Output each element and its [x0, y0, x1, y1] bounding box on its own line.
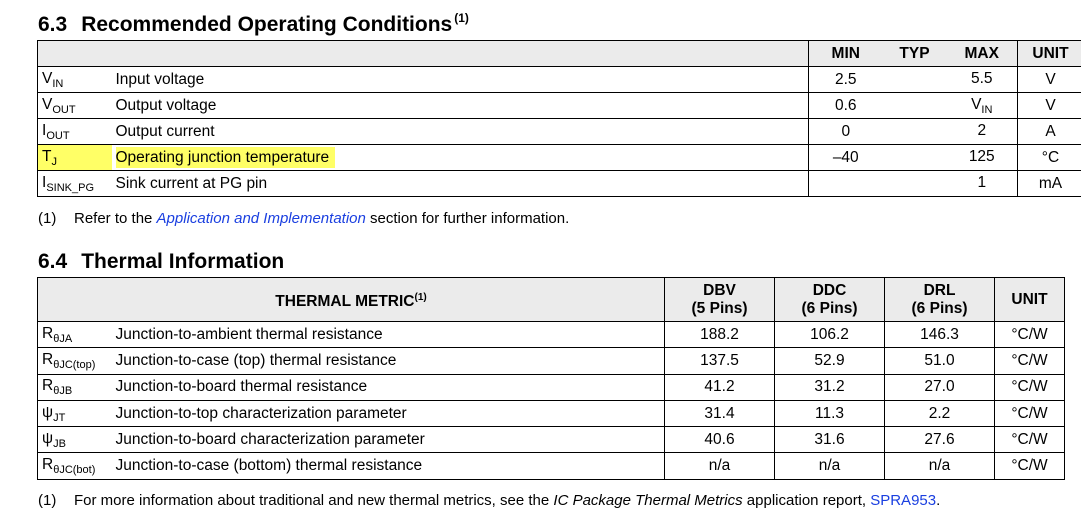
- footnote-number: (1): [38, 210, 57, 227]
- symbol-subscript: OUT: [46, 129, 70, 142]
- unit-cell: V: [1018, 93, 1081, 119]
- parameter-label: Output current: [115, 122, 215, 140]
- table-row: [38, 171, 1081, 197]
- header-dbv-pins: (5 Pins): [691, 299, 748, 317]
- header-dbv: [665, 278, 775, 322]
- header-dbv-name: DBV: [703, 281, 736, 299]
- unit-cell: A: [1018, 119, 1081, 145]
- min-cell: 0: [809, 119, 883, 145]
- symbol-subscript: θJC(top): [53, 358, 96, 371]
- drl-cell: n/a: [885, 453, 995, 479]
- symbol-cell: [38, 427, 112, 453]
- max-value: V: [971, 95, 982, 113]
- symbol-cell: [38, 400, 112, 426]
- symbol-cell: [38, 322, 112, 348]
- header-blank-cell: [38, 41, 809, 67]
- header-ddc-name: DDC: [812, 281, 847, 299]
- table-header-row: [38, 41, 1081, 67]
- section-number: 6.4: [38, 250, 68, 273]
- section-title-text: Thermal Information: [81, 250, 285, 273]
- table-row: [38, 67, 1081, 93]
- section-title-text: Recommended Operating Conditions: [81, 13, 453, 36]
- symbol-main: R: [42, 350, 54, 368]
- unit-cell: °C/W: [995, 348, 1065, 374]
- header-typ: TYP: [883, 41, 947, 67]
- footnote-text-middle: application report,: [742, 492, 871, 509]
- footnote-text: Refer to the: [74, 210, 157, 227]
- symbol-main: V: [42, 69, 53, 87]
- max-value: 125: [968, 147, 995, 165]
- symbol-cell: [38, 119, 112, 145]
- min-cell: [809, 171, 883, 197]
- parameter-cell: Junction-to-board thermal resistance: [112, 374, 665, 400]
- header-ddc-pins: (6 Pins): [801, 299, 858, 317]
- symbol-subscript: θJB: [53, 385, 73, 398]
- footnote-application: [38, 210, 569, 227]
- max-value: 5.5: [970, 69, 993, 87]
- max-cell: [947, 119, 1018, 145]
- min-cell: –40: [809, 145, 883, 171]
- header-max: MAX: [947, 41, 1018, 67]
- dbv-cell: 137.5: [665, 348, 775, 374]
- application-and-implementation-link[interactable]: Application and Implementation: [156, 210, 366, 227]
- unit-cell: °C: [1018, 145, 1081, 171]
- parameter-cell: Junction-to-case (top) thermal resistance: [112, 348, 665, 374]
- table-header-row: [38, 278, 1065, 322]
- header-drl-name: DRL: [923, 281, 956, 299]
- footnote-number: (1): [38, 492, 57, 509]
- max-cell: [947, 145, 1018, 171]
- min-cell: 0.6: [809, 93, 883, 119]
- symbol-subscript: J: [51, 155, 57, 168]
- ddc-cell: 11.3: [775, 400, 885, 426]
- unit-cell: °C/W: [995, 453, 1065, 479]
- unit-cell: °C/W: [995, 322, 1065, 348]
- table-row: [38, 374, 1065, 400]
- header-min: MIN: [809, 41, 883, 67]
- ic-package-thermal-metrics-title: IC Package Thermal Metrics: [553, 492, 743, 509]
- symbol-main: R: [42, 456, 54, 474]
- symbol-main: I: [42, 121, 47, 139]
- symbol-main: R: [42, 377, 54, 395]
- dbv-cell: 188.2: [665, 322, 775, 348]
- section-title-thermal-information: [38, 250, 284, 274]
- footnote-text-after: section for further information.: [365, 210, 570, 227]
- typ-cell: [883, 145, 947, 171]
- drl-cell: 2.2: [885, 400, 995, 426]
- max-cell: [947, 171, 1018, 197]
- header-drl: [885, 278, 995, 322]
- header-ddc: [775, 278, 885, 322]
- symbol-main: T: [42, 147, 52, 165]
- symbol-cell: [38, 93, 112, 119]
- footnote-ref: (1): [414, 291, 427, 303]
- header-unit: UNIT: [1018, 41, 1081, 67]
- typ-cell: [883, 93, 947, 119]
- symbol-main: ψ: [42, 403, 54, 421]
- parameter-label: Input voltage: [115, 70, 205, 88]
- table-row: [38, 348, 1065, 374]
- parameter-cell: [112, 145, 809, 171]
- thermal-information-table: [37, 277, 1065, 480]
- symbol-subscript: θJC(bot): [53, 464, 96, 477]
- symbol-subscript: JT: [53, 411, 66, 424]
- unit-cell: °C/W: [995, 374, 1065, 400]
- footnote-thermal-metrics: [38, 492, 940, 509]
- dbv-cell: 41.2: [665, 374, 775, 400]
- ddc-cell: 52.9: [775, 348, 885, 374]
- table-row: [38, 322, 1065, 348]
- max-value: 2: [977, 121, 987, 139]
- ddc-cell: 106.2: [775, 322, 885, 348]
- table-row: [38, 400, 1065, 426]
- symbol-subscript: SINK_PG: [46, 181, 94, 194]
- header-unit: UNIT: [995, 278, 1065, 322]
- ddc-cell: 31.2: [775, 374, 885, 400]
- section-number: 6.3: [38, 13, 68, 36]
- symbol-subscript: θJA: [53, 332, 73, 345]
- max-cell: [947, 93, 1018, 119]
- symbol-cell: [38, 348, 112, 374]
- parameter-cell: Junction-to-ambient thermal resistance: [112, 322, 665, 348]
- symbol-subscript: IN: [52, 77, 64, 90]
- typ-cell: [883, 119, 947, 145]
- parameter-cell: Junction-to-board characterization parameter: [112, 427, 665, 453]
- parameter-label: Output voltage: [115, 96, 217, 114]
- unit-cell: °C/W: [995, 427, 1065, 453]
- symbol-cell: [38, 453, 112, 479]
- symbol-subscript: OUT: [52, 103, 76, 116]
- parameter-cell: Junction-to-case (bottom) thermal resistance: [112, 453, 665, 479]
- parameter-cell: [112, 93, 809, 119]
- table-row: [38, 93, 1081, 119]
- symbol-cell: [38, 67, 112, 93]
- dbv-cell: 40.6: [665, 427, 775, 453]
- header-thermal-metric-label: THERMAL METRIC: [275, 292, 415, 310]
- max-subscript: IN: [981, 103, 993, 116]
- unit-cell: °C/W: [995, 400, 1065, 426]
- drl-cell: 27.6: [885, 427, 995, 453]
- ddc-cell: 31.6: [775, 427, 885, 453]
- header-drl-pins: (6 Pins): [911, 299, 968, 317]
- table-row: [38, 427, 1065, 453]
- drl-cell: 51.0: [885, 348, 995, 374]
- table-row: [38, 119, 1081, 145]
- symbol-cell: [38, 145, 112, 171]
- header-thermal-metric: [38, 278, 665, 322]
- parameter-label: Sink current at PG pin: [115, 174, 268, 192]
- section-title-recommended-operating-conditions: [38, 11, 469, 37]
- spra953-link[interactable]: SPRA953: [870, 492, 937, 509]
- parameter-cell: [112, 171, 809, 197]
- unit-cell: V: [1018, 67, 1081, 93]
- dbv-cell: n/a: [665, 453, 775, 479]
- drl-cell: 146.3: [885, 322, 995, 348]
- dbv-cell: 31.4: [665, 400, 775, 426]
- symbol-main: ψ: [42, 429, 54, 447]
- parameter-label: Operating junction temperature: [116, 147, 336, 168]
- ddc-cell: n/a: [775, 453, 885, 479]
- parameter-cell: [112, 67, 809, 93]
- symbol-cell: [38, 374, 112, 400]
- table-row: [38, 145, 1081, 171]
- symbol-main: R: [42, 324, 54, 342]
- footnote-text-after: .: [936, 492, 941, 509]
- footnote-text: For more information about traditional and new thermal metrics, see the: [74, 492, 554, 509]
- max-value: 1: [977, 173, 987, 191]
- footnote-ref: (1): [454, 11, 469, 25]
- table-row: [38, 453, 1065, 479]
- recommended-operating-conditions-table: [37, 40, 1081, 197]
- typ-cell: [883, 67, 947, 93]
- symbol-main: I: [42, 173, 47, 191]
- unit-cell: mA: [1018, 171, 1081, 197]
- typ-cell: [883, 171, 947, 197]
- parameter-cell: [112, 119, 809, 145]
- min-cell: 2.5: [809, 67, 883, 93]
- max-cell: [947, 67, 1018, 93]
- symbol-subscript: JB: [53, 437, 66, 450]
- symbol-cell: [38, 171, 112, 197]
- drl-cell: 27.0: [885, 374, 995, 400]
- parameter-cell: Junction-to-top characterization parameter: [112, 400, 665, 426]
- symbol-main: V: [42, 95, 53, 113]
